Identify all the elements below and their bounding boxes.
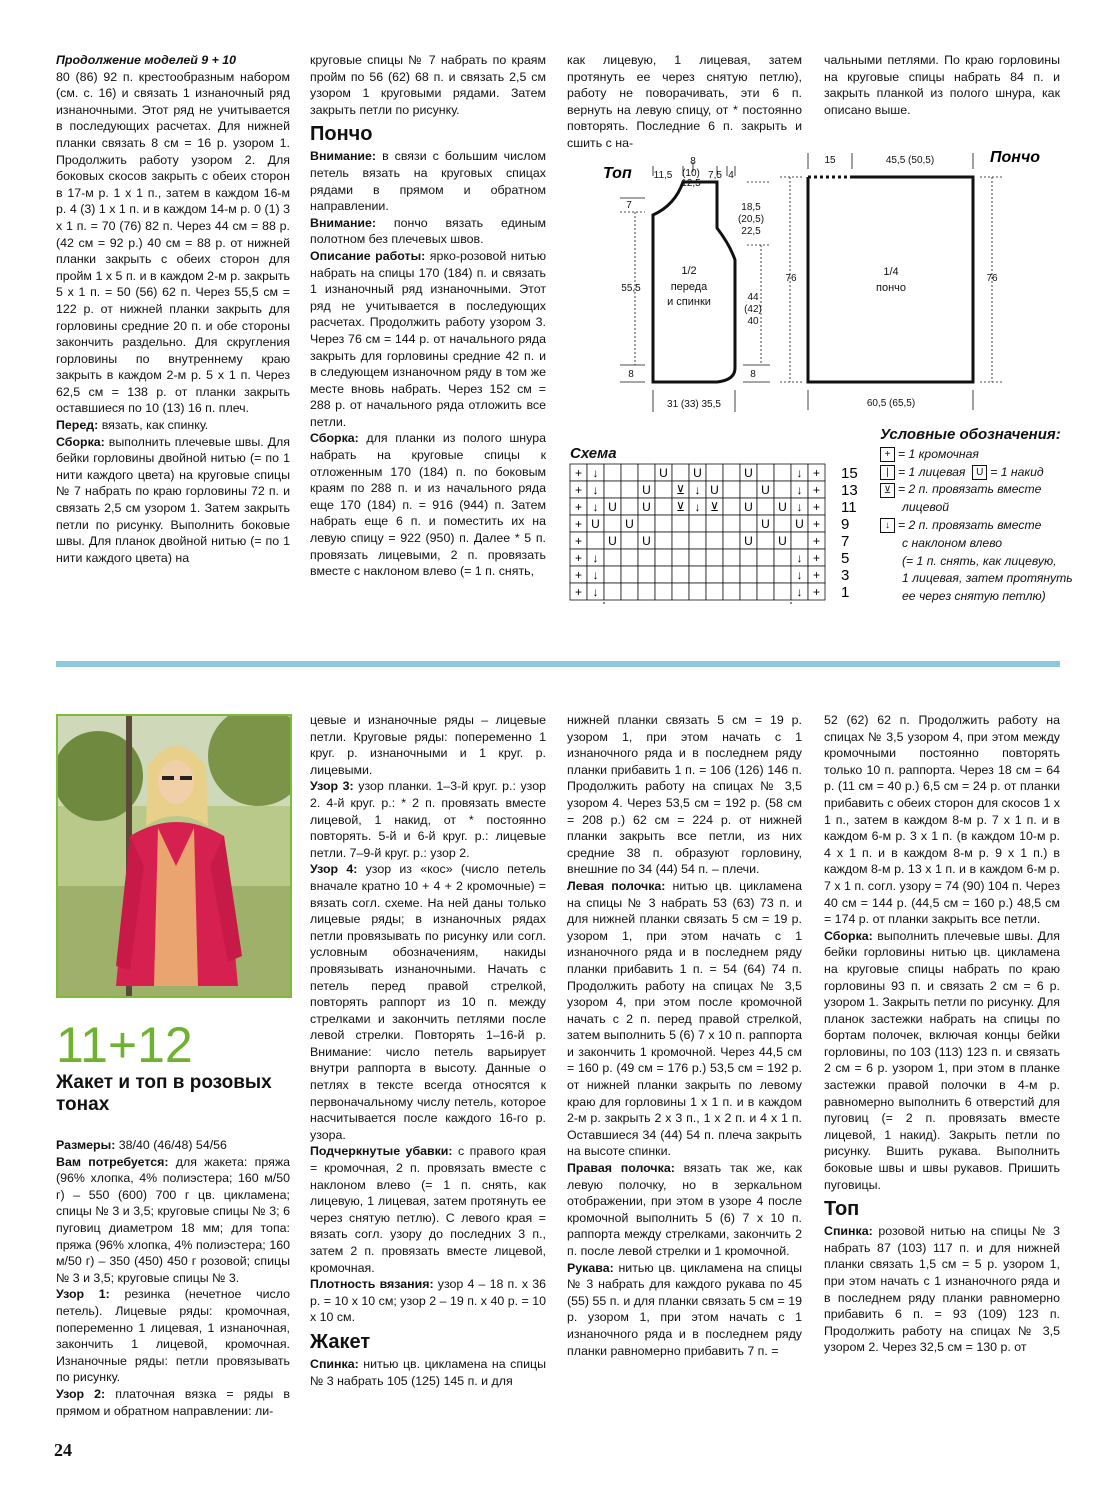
- chart-cell-symbol: +: [574, 534, 583, 548]
- paragraph: [56, 434, 290, 567]
- chart-cell-symbol: U: [795, 517, 804, 531]
- paragraph: [567, 878, 802, 1160]
- dim-12-5: 12,5: [681, 178, 701, 189]
- paragraph-text: розовой нитью на спицы № 3 набрать 87 (103) 117 п. и для нижней планки связать 1,5 см = 5 р. узором 1, при этом начать с 1 изнаночного ряда и в последнем ряду планки равномерно прибавить 6 п. = 93 (109) 123 п. Продолжить работу на спицах № 3,5 узором 2. Через 32,5 см = 130 р. от: [824, 1224, 1060, 1355]
- paragraph: [824, 52, 1060, 118]
- paragraph: [567, 1160, 802, 1260]
- chart-cell: [723, 532, 740, 549]
- paragraph-text: нижней планки связать 5 см = 19 р. узором 1, при этом начать с 1 изнаночного ряда и в последнем ряду планки прибавить 1 п. = 106 (126) 146 п. Продолжить работу на спицах № 3,5 узором 4. Через 53,5 см = 192 р. (58 см = 208 р.) 62 см = 224 р. от нижней планки закрыть все петли, из них средние 38 п. образуют горловину, внешние по 34 (44) 54 п. – плечи.: [567, 713, 802, 877]
- chart-cell-symbol: +: [812, 568, 821, 582]
- paragraph-text: выполнить плечевые швы. Для бейки горловины нитью цв. цикламена на круговые спицы набрать по краю горловины 93 п. и связать 2 см = 6 р. узором 1. Закрыть петли по рисунку. Для планок застежки набрать на спицы по бортам полочек, включая концы бейки горловины, по 103 (113) 123 п. и связать 2 см = 6 р. узором 1, при этом в планке застежки правой полочки в 4-м р. равномерно выполнить 6 отверстий для пуговиц (= 2 п. провязать вместе лицевой, 1 накид). Закрыть петли по рисунку. Вшить рукава. Выполнить боковые швы и швы рукавов. Пришить пуговицы.: [824, 928, 1060, 1192]
- piece-label-3: и спинки: [667, 296, 711, 308]
- chart-cell-symbol: +: [812, 517, 821, 531]
- chart-cell: [604, 464, 621, 481]
- paragraph-text: для жакета: пряжа (96% хлопка, 4% полиэстера; 160 м/50 г) – 550 (600) 700 г цв. цикламена; спицы № 3 и 3,5; круговые спицы № 3; 6 пуговиц диаметром 18 мм; для топа: пряжа (96% хлопка, 4% полиэстера; 160 м/50 г) – 350 (450) 450 г розовой; спицы № 3 и 3,5; круговые спицы № 3.: [56, 1154, 291, 1285]
- stitch-chart: [568, 462, 868, 604]
- dim-44: 44: [747, 292, 759, 303]
- chart-cell: [740, 583, 757, 600]
- chart-cell-symbol: +: [812, 585, 821, 599]
- dim-60-5: 60,5 (65,5): [866, 398, 916, 409]
- chart-cell: [757, 566, 774, 583]
- chart-cell: [621, 566, 638, 583]
- chart-cell: [655, 532, 672, 549]
- chart-cell-symbol: ↓: [592, 483, 599, 497]
- paragraph-text: в связи с большим числом петель вязать на круговых спицах рядами в прямом и обратном направлении.: [310, 149, 546, 214]
- paragraph: [824, 712, 1060, 928]
- diagram-title: Пончо: [990, 149, 1041, 166]
- chart-cell: [604, 515, 621, 532]
- schema-title: Схема: [570, 445, 617, 462]
- paragraph-text: как лицевую, 1 лицевая, затем протянуть ее через снятую петлю), работу не поворачивать, эти 6 п. вернуть на левую спицу, от * постоянно повторять. Последние 6 п. закрыть и сшить с на-: [567, 53, 802, 150]
- section-divider: [56, 661, 1060, 667]
- chart-cell-symbol: ⊻: [676, 500, 685, 514]
- chart-cell: [706, 464, 723, 481]
- chart-cell-symbol: ↓: [796, 551, 803, 565]
- paragraph-text: узор планки. 1–3-й круг. р.: узор 2. 4-й круг. р.: * 2 п. провязать вместе лицевой, 1 накид, от * постоянно повторять. 5-й и 6-й круг. р.: лицевые петли. 7–9-й круг. р.: узор 2.: [310, 779, 546, 860]
- paragraph: [56, 1137, 290, 1154]
- chart-cell: [774, 481, 791, 498]
- chart-cell: [621, 481, 638, 498]
- chart-row-number: 13: [841, 482, 858, 499]
- chart-cell: [740, 566, 757, 583]
- model-photo-image: [58, 716, 290, 996]
- dim-18-5: 18,5: [741, 202, 761, 213]
- chart-cell: [689, 583, 706, 600]
- chart-cell-symbol: ↓: [796, 500, 803, 514]
- paragraph: [310, 52, 546, 118]
- chart-cell: [689, 549, 706, 566]
- section-heading: Жакет: [310, 1330, 371, 1353]
- chart-cell-symbol: U: [710, 483, 719, 497]
- chart-cell: [723, 464, 740, 481]
- paragraph: [310, 778, 546, 861]
- chart-cell: [774, 583, 791, 600]
- paragraph-text: круговые спицы № 7 набрать по краям пройм по 56 (62) 68 п. и связать 2,5 см узором 1 круговыми рядами. Затем закрыть петли по рисунку.: [310, 53, 546, 117]
- paragraph-label: Плотность вязания:: [310, 1277, 434, 1292]
- paragraph: [310, 1143, 546, 1276]
- chart-cell-symbol: +: [574, 500, 583, 514]
- upper-column-4: [824, 52, 1060, 118]
- chart-cell: [706, 549, 723, 566]
- chart-cell-symbol: U: [608, 534, 617, 548]
- paragraph: [56, 1386, 290, 1419]
- piece-label-2: пончо: [876, 282, 906, 294]
- chart-cell-symbol: +: [574, 551, 583, 565]
- dim-42: (42): [744, 304, 762, 315]
- chart-cell-symbol: U: [642, 500, 651, 514]
- chart-cell-symbol: U: [778, 500, 787, 514]
- legend-k2tog-2: лицевой: [902, 500, 950, 515]
- paragraph-label: Сборка:: [56, 434, 105, 449]
- chart-cell: [791, 532, 808, 549]
- paragraph-text: пончо вязать единым полотном без плечевых швов.: [310, 215, 546, 247]
- upper-column-3: [567, 52, 802, 152]
- chart-cell-symbol: U: [625, 517, 634, 531]
- dim-neck: (10): [682, 168, 700, 179]
- chart-cell: [587, 532, 604, 549]
- chart-row-number: 3: [841, 567, 850, 584]
- chart-cell: [604, 566, 621, 583]
- chart-cell: [604, 583, 621, 600]
- chart-cell: [723, 566, 740, 583]
- paragraph-text: выполнить плечевые швы. Для бейки горловины двойной нитью (= по 1 нити каждого цвета) на круговые спицы № 7 набрать по краю горловины 72 п. и связать 2,5 см узором 1. Затем закрыть петли по рисунку. Выполнить боковые швы. Для планок двойной нитью (= по 1 нити каждого цвета) на: [56, 434, 290, 565]
- paragraph-label: Узор 4:: [310, 862, 358, 877]
- chart-cell-symbol: U: [761, 517, 770, 531]
- legend-ssk-2: с наклоном влево: [902, 535, 1003, 550]
- paragraph-text: чальными петлями. По краю горловины на круговые спицы набрать 84 п. и закрыть планкой из полого шнура, как описано выше.: [824, 53, 1060, 117]
- chart-cell-symbol: ⊻: [676, 483, 685, 497]
- chart-cell: [604, 481, 621, 498]
- chart-cell: [706, 583, 723, 600]
- paragraph-label: Перед:: [56, 418, 99, 433]
- paragraph-label: Рукава:: [567, 1260, 614, 1275]
- chart-cell: [723, 515, 740, 532]
- chart-cell: [706, 532, 723, 549]
- paragraph-text: узор 4 – 18 п. х 36 р. = 10 х 10 см; узор 2 – 19 п. х 40 р. = 10 х 10 см.: [310, 1277, 546, 1325]
- section-heading: Пончо: [310, 123, 373, 146]
- paragraph: [824, 1223, 1060, 1356]
- chart-cell: [672, 515, 689, 532]
- chart-cell: [638, 583, 655, 600]
- chart-cell-symbol: U: [591, 517, 600, 531]
- chart-cell-symbol: ↓: [592, 568, 599, 582]
- paragraph-text: нитью цв. цикламена на спицы № 3 набрать 105 (125) 145 п. и для: [310, 1356, 546, 1388]
- chart-row-number: 1: [841, 584, 850, 601]
- dim-8-left: 8: [628, 369, 634, 380]
- chart-row-number: 5: [841, 550, 850, 567]
- dim-7: 7: [626, 200, 632, 211]
- dim-76-left: 76: [785, 273, 797, 284]
- piece-label: 1/4: [883, 266, 899, 278]
- dim-45-5: 45,5 (50,5): [885, 155, 935, 166]
- dim-22-5: 22,5: [741, 226, 761, 237]
- paragraph-text: нитью цв. цикламена на спицы № 3 набрать для каждого рукава по 45 (55) 55 п. и для планки связать 5 см = 19 р. узором 1, при этом начать с 1 изнаночного ряда и в последнем ряду планки равномерно прибавить 7 п. =: [567, 1260, 802, 1358]
- poncho-pattern-diagram: [780, 145, 1070, 420]
- lower-column-1: [56, 1137, 290, 1419]
- chart-cell-symbol: ↓: [592, 551, 599, 565]
- chart-row-number: 11: [841, 499, 857, 516]
- chart-cell: [638, 515, 655, 532]
- paragraph-text: с правого края = кромочная, 2 п. провязать вместе с наклоном влево (= 1 п. снять, как лицевую, 1 лицевая, затем протянуть ее через снятую петлю). С левого края = вязать согл. узору до последних 3 п., затем 2 п. провязать вместе лицевой, кромочная.: [310, 1144, 546, 1275]
- model-number: 11+12: [56, 1017, 193, 1073]
- chart-cell-symbol: ↓: [796, 585, 803, 599]
- dim-20-5: (20,5): [737, 214, 765, 225]
- chart-cell: [672, 532, 689, 549]
- chart-cell: [672, 464, 689, 481]
- chart-cell: [723, 549, 740, 566]
- paragraph-text: вязать так же, как левую полочку, но в зеркальном отображении, при этом в узоре 4 после кромочной выполнить 5 (6) 7 х 10 п. раппорта между стрелками, закончить 2 п. после левой стрелки и 1 кромочной.: [567, 1161, 802, 1258]
- chart-cell-symbol: ↓: [592, 585, 599, 599]
- paragraph-text: 80 (86) 92 п. крестообразным набором (см. с. 16) и связать 1 изнаночный ряд изнаночными. Этот ряд не учитывается в последующих расчетах. Для нижней планки связать 8 см = 16 р. узором 1. Продолжить работу узором 2. Для боковых скосов закрыть с обеих сторон в 17-м р. 1 х 1 п., затем в каждом 16-м р. 4 (3) 1 х 1 п. и в каждом 14-м р. 0 (1) 3 х 1 п. = 70 (76) 82 п. Через 44 см = 88 р. (42 см = 92 р.) 40 см = 88 р. от нижней планки закрыть с обеих сторон для пройм 1 х 5 п. и в каждом 2-м р. закрыть 5 х 1 п. = 50 (56) 62 п. Через 55,5 см = 122 р. от нижней планки закрыть для горловины средние 20 п. и обе стороны закончить раздельно. Для скругления горловины по внутреннему краю закрыть в каждом 2-м р. 5 х 1 п. Через 62,5 см = 138 р. от планки закрыть оставшиеся по 10 (13) 16 п. плеч.: [56, 69, 290, 416]
- paragraph-text: узор из «кос» (число петель вначале кратно 10 + 4 + 2 кромочные) = вязать согл. схеме. На ней даны только лицевые ряды; в изнаночных рядах петли провязывать по рисунку или согл. условным обозначениям, накиды провязывать изнаночными. Начать с петель перед правой стрелкой, повторять раппорт из 10 п. между стрелками и закончить петлями после левой стрелки. Повторять 1–16-й р. Внимание: число петель варьирует внутри раппорта в высоту. Данные о петлях в тексте всегда относятся к первоначальному числу петель, которое насчитывается после каждого 16-го р. узора.: [310, 862, 546, 1142]
- paragraph: [56, 1286, 290, 1386]
- chart-cell-symbol: U: [642, 483, 651, 497]
- chart-cell: [774, 566, 791, 583]
- lower-column-3: [567, 712, 802, 1359]
- paragraph: [824, 928, 1060, 1194]
- chart-cell-symbol: U: [778, 534, 787, 548]
- legend-ssk: ↓ = 2 п. провязать вместе: [880, 517, 1080, 535]
- chart-cell: [757, 464, 774, 481]
- paragraph-text: для планки из полого шнура набрать на круговые спицы к отложенным 170 (184) п. по боковым краям по 288 п. и из начального ряда еще 170 (184) п. = 916 (944) п. Затем набрать еще 6 п. и поместить их на левую спицу = 922 (950) п. Далее * 5 п. провязать лицевыми, 2 п. провязать вместе с наклоном влево (= 1 п. снять,: [310, 431, 546, 579]
- legend: [880, 426, 1080, 606]
- dim-40: 40: [747, 316, 759, 327]
- dim-76-right: 76: [986, 273, 998, 284]
- chart-cell-symbol: U: [744, 466, 753, 480]
- paragraph-label: Узор 3:: [310, 779, 354, 794]
- chart-cell: [621, 549, 638, 566]
- chart-cell: [740, 481, 757, 498]
- paragraph: [56, 1154, 290, 1287]
- chart-cell: [604, 549, 621, 566]
- chart-cell-symbol: +: [574, 568, 583, 582]
- paragraph-text: платочная вязка = ряды в прямом и обратном направлении: ли-: [56, 1386, 290, 1418]
- paragraph: [310, 248, 546, 431]
- paragraph: [567, 52, 802, 152]
- paragraph-text: нитью цв. цикламена на спицы № 3 набрать 53 (63) 73 п. и для нижней планки связать 5 см = 19 р. узором 1, при этом начать с 1 изнаночного ряда и в последнем ряду планки прибавить 1 п. = 54 (64) 74 п. Продолжить работу на спицах № 3,5 узором 4, при этом после кромочной начать с 2 п. перед правой стрелкой, затем выполнить 5 (6) 7 х 10 п. раппорта и закончить 1 кромочной. Через 44,5 см = 160 р. (49 см = 176 р.) 53,5 см = 192 р. от нижней планки закрыть по левому краю для горловины 1 х 1 п. и в каждом 2-м р. закрыть 2 х 3 п., 1 х 2 п. и 4 х 1 п. Оставшиеся 34 (44) 54 п. плеча закрыть на высоте спинки.: [567, 878, 802, 1159]
- chart-cell: [689, 515, 706, 532]
- dim-8-top: 8: [690, 156, 696, 167]
- chart-cell: [621, 532, 638, 549]
- lower-column-2: [310, 712, 546, 1389]
- dim-7-5: 7,5: [708, 170, 722, 181]
- top-pattern-diagram: [565, 150, 815, 420]
- dim-55-5: 55,5: [621, 283, 641, 294]
- upper-column-1: [56, 52, 290, 566]
- chart-cell-symbol: +: [812, 466, 821, 480]
- dim-4: 4: [728, 170, 734, 181]
- chart-cell: [689, 532, 706, 549]
- chart-cell-symbol: ↓: [592, 500, 599, 514]
- paragraph-label: Подчеркнутые убавки:: [310, 1144, 453, 1159]
- model-photo: [56, 714, 292, 998]
- chart-cell-symbol: +: [812, 534, 821, 548]
- paragraph: [310, 1276, 546, 1326]
- legend-ssk-5: ее через снятую петлю): [902, 589, 1046, 604]
- legend-ssk-3: (= 1 п. снять, как лицевую,: [902, 553, 1057, 568]
- dim-15: 15: [824, 155, 836, 166]
- page-number: 24: [54, 1440, 72, 1460]
- upper-column-2: [310, 52, 546, 580]
- chart-cell: [638, 566, 655, 583]
- paragraph-label: Размеры:: [56, 1138, 116, 1152]
- chart-cell: [621, 498, 638, 515]
- paragraph-label: Сборка:: [310, 431, 359, 446]
- paragraph: [567, 1260, 802, 1360]
- dim-11-5: 11,5: [653, 170, 673, 181]
- chart-cell: [655, 481, 672, 498]
- chart-cell-symbol: ↓: [694, 500, 701, 514]
- paragraph-text: ярко-розовой нитью набрать на спицы 170 (184) п. и связать 1 изнаночный ряд изнаночными. Этот ряд не учитывается в последующих расчетах. Продолжить работу узором 3. Через 76 см = 144 р. от начального ряда закрыть для горловины средние 42 п. и в следующем изнаночном ряду в том же месте вновь набрать. Через 152 см = 288 р. от начального ряда отложить все петли.: [310, 248, 546, 429]
- paragraph-text: 52 (62) 62 п. Продолжить работу на спицах № 3,5 узором 4, при этом между кромочными постоянно повторять только 10 п. раппорта. Через 18 см = 64 р. (11 см = 40 р.) 6,5 см = 24 р. от планки прибавить с обеих сторон для скосов 1 х 1 п., затем в каждом 8-м р. 7 х 1 п. и в каждом 6-м р. 3 х 1 п. (в каждом 10-м р. 4 х 1 п. и в каждом 8-м р. 9 х 1 п.) в каждом 8-м р. 13 х 1 п. и в каждом 6-м р. 7 х 1 п. согл. узору = 74 (90) 104 п. Через 40 см = 144 р. (44,5 см = 160 р.) 48,5 см = 174 р. от планки закрыть все петли.: [824, 713, 1060, 927]
- section-heading: Топ: [824, 1198, 860, 1221]
- chart-cell-symbol: U: [744, 534, 753, 548]
- chart-cell: [757, 532, 774, 549]
- chart-cell: [774, 549, 791, 566]
- chart-cell: [723, 498, 740, 515]
- paragraph: [56, 69, 290, 417]
- chart-cell: [706, 566, 723, 583]
- paragraph-text: 38/40 (46/48) 54/56: [115, 1138, 227, 1152]
- paragraph: [310, 148, 546, 214]
- paragraph-text: резинка (нечетное число петель). Лицевые ряды: кромочная, попеременно 1 лицевая, 1 изнаночная, закончить 1 лицевой, кромочная. Изнаночные ряды: петли провязывать по рисунку.: [56, 1287, 290, 1385]
- chart-row-number: 7: [841, 533, 850, 550]
- paragraph-label: Внимание:: [310, 149, 377, 164]
- paragraph-text: цевые и изнаночные ряды – лицевые петли. Круговые ряды: попеременно 1 круг. р. изнаночными и 1 круг. р. лицевыми.: [310, 713, 546, 777]
- chart-cell-symbol: U: [608, 500, 617, 514]
- paragraph-label: Спинка:: [824, 1224, 873, 1239]
- paragraph: [56, 417, 290, 434]
- chart-cell: [723, 583, 740, 600]
- paragraph: [310, 430, 546, 579]
- chart-cell-symbol: ↓: [796, 568, 803, 582]
- chart-cell-symbol: U: [659, 466, 668, 480]
- lower-column-4: [824, 712, 1060, 1356]
- paragraph-label: Левая полочка:: [567, 878, 666, 893]
- chart-row-number: 15: [841, 465, 858, 482]
- legend-edge: + = 1 кромочная: [880, 446, 1080, 464]
- dim-8-right: 8: [750, 369, 756, 380]
- chart-cell: [689, 566, 706, 583]
- dim-width: 31 (33) 35,5: [667, 399, 721, 410]
- chart-cell-symbol: U: [693, 466, 702, 480]
- chart-cell: [638, 549, 655, 566]
- paragraph: [310, 712, 546, 778]
- paragraph-label: Узор 2:: [56, 1386, 106, 1401]
- paragraph-label: Вам потребуется:: [56, 1154, 169, 1169]
- chart-cell: [655, 498, 672, 515]
- legend-ssk-4: 1 лицевая, затем протянуть: [902, 571, 1073, 586]
- paragraph-label: Сборка:: [824, 928, 873, 943]
- chart-cell: [621, 464, 638, 481]
- chart-cell-symbol: +: [574, 517, 583, 531]
- chart-cell-symbol: ↓: [592, 466, 599, 480]
- legend-title: Условные обозначения:: [880, 426, 1061, 443]
- chart-cell: [655, 566, 672, 583]
- chart-row-number: 9: [841, 516, 850, 533]
- piece-label: 1/2: [681, 265, 697, 277]
- chart-cell-symbol: ↓: [796, 483, 803, 497]
- paragraph-label: Описание работы:: [310, 248, 426, 263]
- paragraph-text: Продолжение моделей 9 + 10: [56, 53, 237, 67]
- chart-cell: [757, 583, 774, 600]
- paragraph: [567, 712, 802, 878]
- chart-cell-symbol: U: [744, 500, 753, 514]
- chart-cell: [672, 583, 689, 600]
- chart-cell-symbol: +: [574, 466, 583, 480]
- chart-cell: [774, 515, 791, 532]
- chart-cell-symbol: +: [812, 483, 821, 497]
- chart-cell: [655, 583, 672, 600]
- paragraph-text: вязать, как спинку.: [98, 418, 209, 433]
- diagram-title: Топ: [603, 165, 632, 182]
- paragraph-label: Спинка:: [310, 1356, 359, 1371]
- chart-cell: [655, 515, 672, 532]
- paragraph-label: Правая полочка:: [567, 1161, 675, 1176]
- chart-cell-symbol: +: [574, 585, 583, 599]
- chart-cell: [706, 515, 723, 532]
- chart-cell-symbol: U: [642, 534, 651, 548]
- chart-cell: [774, 464, 791, 481]
- chart-cell: [672, 566, 689, 583]
- chart-cell-symbol: ↓: [694, 483, 701, 497]
- chart-cell: [740, 549, 757, 566]
- paragraph-label: Внимание:: [310, 215, 377, 230]
- chart-cell: [757, 498, 774, 515]
- paragraph: [310, 861, 546, 1143]
- paragraph: [310, 1356, 546, 1389]
- paragraph: [310, 215, 546, 248]
- chart-cell: [723, 481, 740, 498]
- chart-cell: [740, 515, 757, 532]
- chart-cell: [655, 549, 672, 566]
- paragraph: [56, 52, 290, 69]
- chart-cell-symbol: ⊻: [710, 500, 719, 514]
- paragraph-label: Узор 1:: [56, 1287, 110, 1302]
- legend-knit: | = 1 лицевая U = 1 накид: [880, 464, 1080, 482]
- chart-cell-symbol: U: [761, 483, 770, 497]
- chart-cell-symbol: +: [812, 551, 821, 565]
- chart-cell: [621, 583, 638, 600]
- model-title: Жакет и топ в розовых тонах: [56, 1072, 272, 1115]
- chart-cell: [638, 464, 655, 481]
- legend-k2tog: ⊻ = 2 п. провязать вместе: [880, 481, 1080, 499]
- chart-cell-symbol: +: [812, 500, 821, 514]
- chart-cell: [757, 549, 774, 566]
- chart-cell: [672, 549, 689, 566]
- piece-label-2: переда: [670, 281, 708, 293]
- chart-cell-symbol: ↓: [796, 466, 803, 480]
- chart-cell-symbol: +: [574, 483, 583, 497]
